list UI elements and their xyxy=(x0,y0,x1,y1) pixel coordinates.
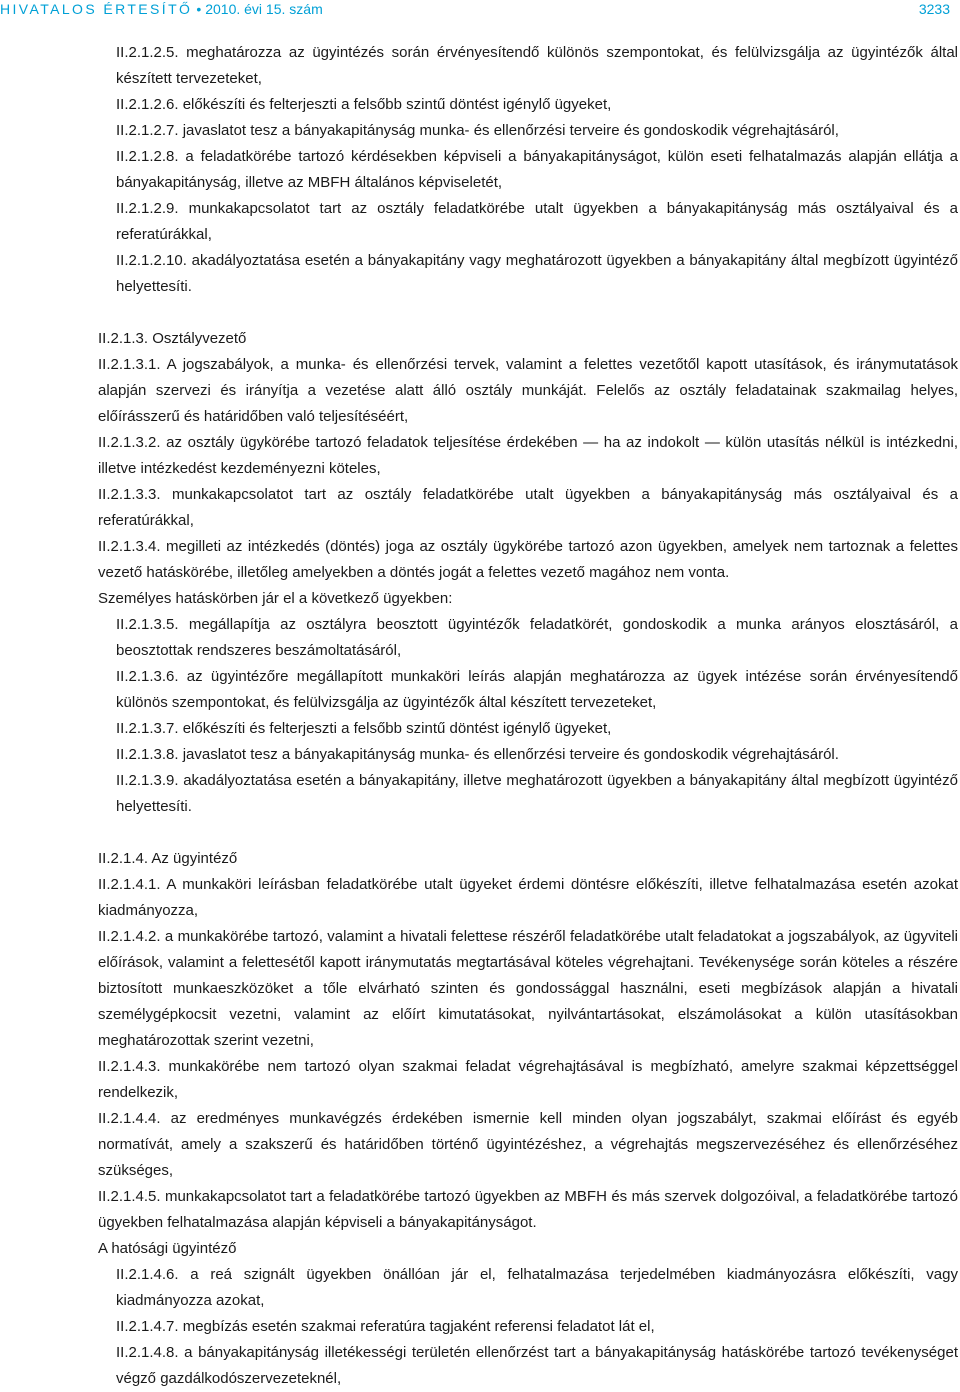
paragraph: II.2.1.4.5. munkakapcsolatot tart a feladatkörébe tartozó ügyekben az MBFH és más szervek dolgozóival, a feladatkörébe tartozó ügyekben felhatalmazása alapján képviseli a bányakapitányságot. xyxy=(98,1188,958,1231)
paragraph-gap xyxy=(98,300,958,326)
paragraph: Személyes hatáskörben jár el a következő ügyekben: xyxy=(98,590,453,607)
bullet-separator: • xyxy=(196,1,202,17)
paragraph: A hatósági ügyintéző xyxy=(98,1240,237,1257)
paragraph: II.2.1.3.6. az ügyintézőre megállapított munkaköri leírás alapján meghatározza az ügyek intézése során érvényesítendő különös szempontokat, és felülvizsgálja az ügyintézők által készített tervezeteket, xyxy=(116,668,958,711)
issue-label: 2010. évi 15. szám xyxy=(205,1,323,17)
paragraph: II.2.1.3. Osztályvezető xyxy=(98,330,247,347)
paragraph: II.2.1.3.4. megilleti az intézkedés (döntés) joga az osztály ügykörébe tartozó azon ügyekben, amelyek nem tartoznak a felettes vezető hatáskörébe, illetőleg amelyekben a döntés jogát a felettes vezető magához nem vonta. xyxy=(98,538,958,581)
page-number: 3233 xyxy=(918,1,950,17)
paragraph: II.2.1.4.6. a reá szignált ügyekben önállóan jár el, felhatalmazása terjedelmében kiadmányozásra előkészíti, vagy kiadmányozza azokat, xyxy=(116,1266,958,1309)
paragraph: II.2.1.2.10. akadályoztatása esetén a bányakapitány vagy meghatározott ügyekben a bányakapitány által megbízott ügyintéző helyettesíti. xyxy=(116,252,958,295)
paragraph: II.2.1.3.9. akadályoztatása esetén a bányakapitány, illetve meghatározott ügyekben a bányakapitány által megbízott ügyintéző helyettesíti. xyxy=(116,772,958,815)
paragraph: II.2.1.2.5. meghatározza az ügyintézés során érvényesítendő különös szempontokat, és felülvizsgálja az ügyintézők által készített tervezeteket, xyxy=(116,44,958,87)
paragraph: II.2.1.4.8. a bányakapitányság illetékességi területén ellenőrzést tart a bányakapitányság hatáskörébe tartozó tevékenységet végző gazdálkodószervezeteknél, xyxy=(116,1344,958,1387)
paragraph: II.2.1.3.2. az osztály ügykörébe tartozó feladatok teljesítése érdekében — ha az indokolt — külön utasítás nélkül is intézkedni, illetve intézkedést kezdeményezni köteles, xyxy=(98,434,958,477)
document-body xyxy=(98,40,958,1392)
paragraph: II.2.1.2.9. munkakapcsolatot tart az osztály feladatkörébe utalt ügyekben a bányakapitányság más osztályaival és a referatúrákkal, xyxy=(116,200,958,243)
paragraph: II.2.1.3.1. A jogszabályok, a munka- és ellenőrzési tervek, valamint a felettes vezetőtől kapott utasítások, és iránymutatások alapján szervezi és irányítja a vezetése alatt álló osztály munkáját. Felelős az osztály feladatainak szakmailag helyes, előírásszerű és határidőben való teljesítéséért, xyxy=(98,356,958,425)
paragraph: II.2.1.2.7. javaslatot tesz a bányakapitányság munka- és ellenőrzési terveire és gondoskodik végrehajtásáról, xyxy=(116,122,839,139)
paragraph: II.2.1.4. Az ügyintéző xyxy=(98,850,238,867)
paragraph: II.2.1.4.4. az eredményes munkavégzés érdekében ismernie kell minden olyan jogszabályt, szakmai előírást és egyéb normatívát, amely a szakszerű és határidőben történő ügyintézéshez, a végrehajtás megszervezéséhez és ellenőrzéséhez szükséges, xyxy=(98,1110,958,1179)
paragraph: II.2.1.3.5. megállapítja az osztályra beosztott ügyintézők feladatkörét, gondoskodik a munka arányos elosztásáról, a beosztottak rendszeres beszámoltatásáról, xyxy=(116,616,958,659)
paragraph-gap xyxy=(98,820,958,846)
running-head xyxy=(0,0,323,18)
paragraph: II.2.1.4.3. munkakörébe nem tartozó olyan szakmai feladat végrehajtásával is megbízható, amelyre szakmai képzettséggel rendelkezik, xyxy=(98,1058,958,1101)
paragraph: II.2.1.4.2. a munkakörébe tartozó, valamint a hivatali felettese részéről feladatkörébe utalt feladatokat a jogszabályok, az ügyviteli előírások, valamint a felettesétől kapott iránymutatás megtartásával köteles végrehajtani. Tevékenysége során köteles a részére biztosított munkaeszközöket a tőle elvárható szinten és gondossággal használni, eseti megbízások alapján a hivatali személygépkocsit vezetni, valamint az előírt kimutatásokat, nyilvántartásokat, elszámolásokat a külön utasításokban meghatározottak szerint vezetni, xyxy=(98,928,958,1049)
journal-title: HIVATALOS ÉRTESÍTŐ xyxy=(0,1,193,17)
paragraph: II.2.1.4.7. megbízás esetén szakmai referatúra tagjaként referensi feladatot lát el, xyxy=(116,1318,655,1335)
paragraph: II.2.1.3.3. munkakapcsolatot tart az osztály feladatkörébe utalt ügyekben a bányakapitányság más osztályaival és a referatúrákkal, xyxy=(98,486,958,529)
paragraph: II.2.1.2.8. a feladatkörébe tartozó kérdésekben képviseli a bányakapitányságot, külön eseti felhatalmazás alapján ellátja a bányakapitányság, illetve az MBFH általános képviseletét, xyxy=(116,148,958,191)
paragraph: II.2.1.3.7. előkészíti és felterjeszti a felsőbb szintű döntést igénylő ügyeket, xyxy=(116,720,612,737)
paragraph: II.2.1.2.6. előkészíti és felterjeszti a felsőbb szintű döntést igénylő ügyeket, xyxy=(116,96,612,113)
paragraph: II.2.1.4.1. A munkaköri leírásban feladatkörébe utalt ügyeket érdemi döntésre előkészíti, illetve felhatalmazása esetén azokat kiadmányozza, xyxy=(98,876,958,919)
page-header xyxy=(0,0,960,20)
paragraph: II.2.1.3.8. javaslatot tesz a bányakapitányság munka- és ellenőrzési terveire és gondoskodik végrehajtásáról. xyxy=(116,746,839,763)
